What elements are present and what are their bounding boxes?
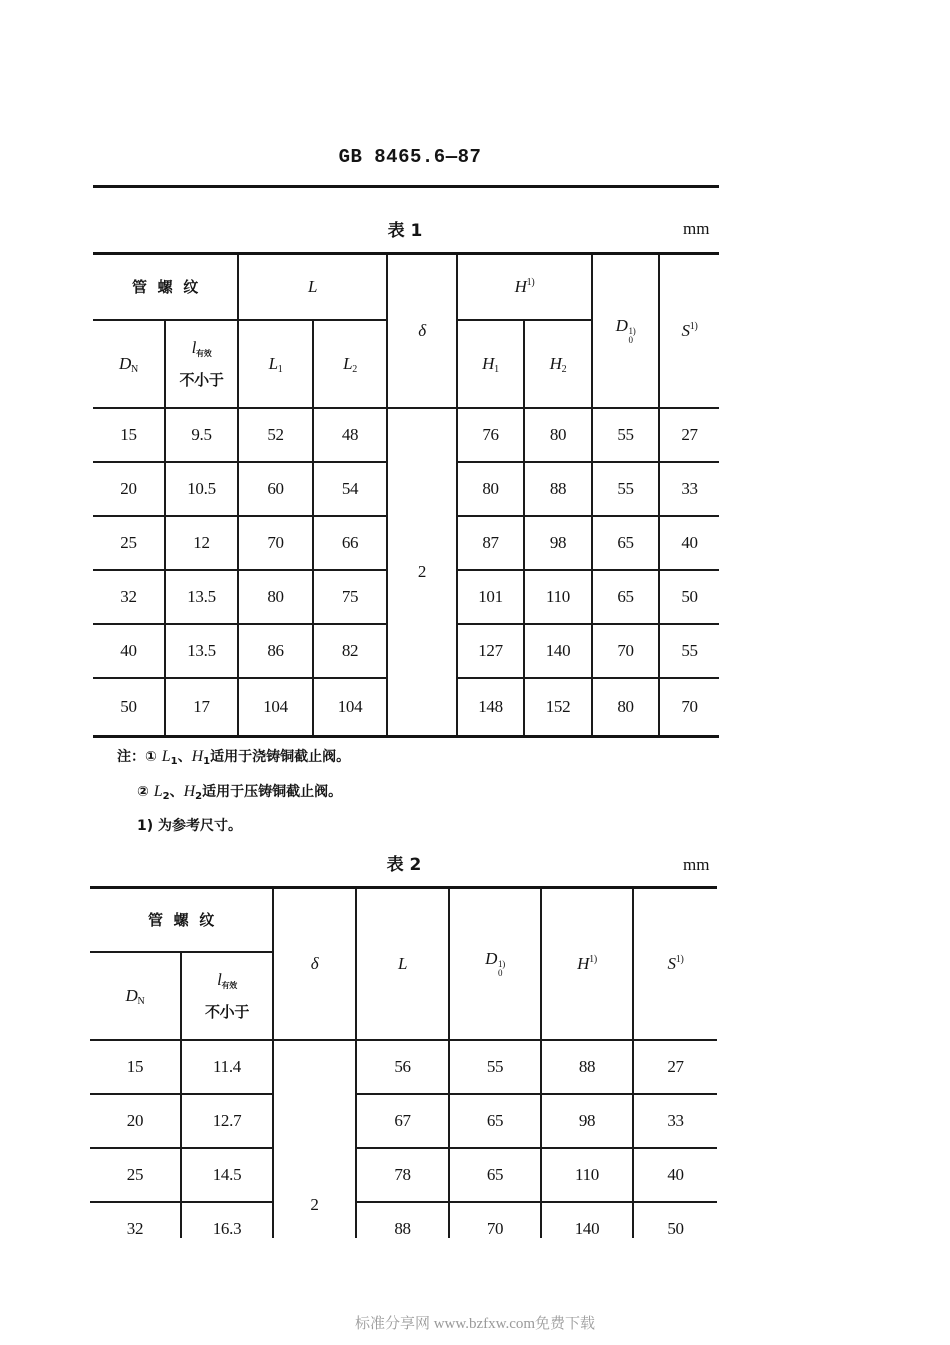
length-symbol: L — [397, 953, 408, 973]
cell-h1: 87 — [457, 516, 524, 570]
s-footnote-mark: 1) — [689, 320, 698, 332]
delta-symbol: δ — [418, 320, 426, 340]
note-2-symbol-b: H — [183, 783, 196, 800]
l-eff-header — [181, 952, 273, 1040]
cell-h: 98 — [541, 1094, 633, 1148]
delta-symbol: δ — [310, 953, 319, 973]
cell-s: 33 — [633, 1094, 717, 1148]
cell-d0: 65 — [449, 1094, 541, 1148]
table-row — [90, 1148, 717, 1202]
table-row — [93, 408, 719, 462]
length-header — [238, 254, 387, 320]
cell-l-eff: 14.5 — [181, 1148, 273, 1202]
delta-header — [273, 888, 356, 1040]
cell-h1: 127 — [457, 624, 524, 678]
note-2-prefix: ② — [137, 784, 149, 800]
height-footnote-mark: 1) — [526, 276, 535, 288]
cell-d0: 65 — [592, 570, 659, 624]
table-2-unit: mm — [683, 855, 710, 874]
length-header — [356, 888, 449, 1040]
dn-subscript: N — [131, 363, 138, 375]
thread-header: 管 螺 纹 — [93, 254, 238, 320]
d0-footnote-mark: 1) — [628, 326, 636, 337]
cell-dn: 15 — [90, 1040, 181, 1094]
cell-h1: 148 — [457, 678, 524, 737]
cell-s: 27 — [633, 1040, 717, 1094]
cell-l1: 86 — [238, 624, 313, 678]
cell-l1: 70 — [238, 516, 313, 570]
table-row — [90, 1094, 717, 1148]
cell-s: 33 — [659, 462, 719, 516]
l-eff-min-label: 不小于 — [179, 370, 224, 389]
cell-l-eff: 12.7 — [181, 1094, 273, 1148]
cell-l2: 104 — [313, 678, 387, 737]
cell-l: 67 — [356, 1094, 449, 1148]
l2-symbol: L — [343, 353, 353, 373]
note-3 — [137, 815, 242, 837]
d0-symbol: D — [615, 316, 628, 336]
cell-l: 56 — [356, 1040, 449, 1094]
h1-symbol: H — [482, 353, 495, 373]
cell-l-eff: 10.5 — [165, 462, 238, 516]
d0-subscript: 0 — [498, 968, 503, 979]
cell-dn: 32 — [93, 570, 165, 624]
dn-symbol: D — [125, 985, 138, 1005]
cell-l-eff: 11.4 — [181, 1040, 273, 1094]
cell-h: 88 — [541, 1040, 633, 1094]
note-2-separator: 、 — [169, 784, 184, 800]
document-code: GB 8465.6—87 — [338, 146, 482, 168]
table-2-grid — [90, 886, 717, 1238]
dn-subscript: N — [137, 995, 145, 1007]
cell-dn: 40 — [93, 624, 165, 678]
cell-dn: 15 — [93, 408, 165, 462]
note-2 — [137, 781, 342, 803]
cell-delta: 2 — [387, 408, 457, 737]
cell-l1: 104 — [238, 678, 313, 737]
table-1-grid — [93, 252, 719, 738]
cell-l-eff: 17 — [165, 678, 238, 737]
cell-h2: 140 — [524, 624, 592, 678]
cell-l1: 80 — [238, 570, 313, 624]
cell-h: 110 — [541, 1148, 633, 1202]
cell-l-eff: 13.5 — [165, 570, 238, 624]
l1-subscript: 1 — [277, 363, 283, 375]
d0-subscript: 0 — [628, 335, 633, 346]
cell-l: 78 — [356, 1148, 449, 1202]
note-3-text: 1) 为参考尺寸。 — [137, 818, 243, 834]
cell-s: 50 — [633, 1202, 717, 1239]
s-header — [659, 254, 719, 408]
d0-header — [449, 888, 541, 1040]
cell-l-eff: 12 — [165, 516, 238, 570]
note-1-symbol-a-sub: 1 — [170, 756, 178, 767]
cell-s: 40 — [633, 1148, 717, 1202]
length-symbol: L — [307, 276, 318, 296]
l2-subscript: 2 — [352, 363, 357, 375]
cell-s: 50 — [659, 570, 719, 624]
note-1-symbol-b-sub: 1 — [203, 756, 211, 767]
cell-h2: 98 — [524, 516, 592, 570]
cell-dn: 32 — [90, 1202, 181, 1239]
cell-h2: 80 — [524, 408, 592, 462]
table-1-header-row-1 — [93, 254, 719, 320]
l-eff-symbol: l — [191, 337, 197, 357]
cell-l1: 52 — [238, 408, 313, 462]
header-rule — [93, 185, 719, 188]
h1-subscript: 1 — [494, 363, 499, 375]
s-footnote-mark: 1) — [675, 953, 684, 965]
cell-dn: 50 — [93, 678, 165, 737]
cell-s: 27 — [659, 408, 719, 462]
height-footnote-mark: 1) — [589, 953, 597, 965]
note-1-prefix: 注：① — [117, 749, 157, 765]
l-eff-symbol: l — [217, 969, 222, 989]
cell-l1: 60 — [238, 462, 313, 516]
cell-h1: 76 — [457, 408, 524, 462]
cell-l2: 66 — [313, 516, 387, 570]
cell-l2: 54 — [313, 462, 387, 516]
l1-symbol: L — [268, 353, 278, 373]
l-eff-header — [165, 320, 238, 408]
delta-header — [387, 254, 457, 408]
h2-subscript: 2 — [561, 363, 567, 375]
cell-d0: 55 — [592, 408, 659, 462]
cell-s: 55 — [659, 624, 719, 678]
footer-watermark: 标准分享网 www.bzfxw.com免费下载 — [354, 1316, 596, 1332]
cell-l-eff: 16.3 — [181, 1202, 273, 1239]
d0-indices — [498, 960, 505, 978]
cell-dn: 25 — [93, 516, 165, 570]
l-eff-min-label: 不小于 — [204, 1002, 250, 1021]
height-header — [541, 888, 633, 1040]
cell-l2: 82 — [313, 624, 387, 678]
dn-header — [90, 952, 181, 1040]
table-1-caption: 表 1 — [387, 221, 423, 241]
cell-d0: 80 — [592, 678, 659, 737]
h1-header — [457, 320, 524, 408]
note-2-text: 适用于压铸铜截止阀。 — [202, 784, 343, 800]
cell-d0: 55 — [592, 462, 659, 516]
note-1-symbol-b: H — [191, 748, 204, 765]
s-header — [633, 888, 717, 1040]
thread-header: 管 螺 纹 — [90, 888, 273, 952]
d0-header — [592, 254, 659, 408]
table-1-unit: mm — [683, 219, 710, 238]
cell-h: 140 — [541, 1202, 633, 1239]
note-2-symbol-a-sub: 2 — [162, 791, 170, 802]
cell-delta: 2 — [273, 1040, 356, 1239]
s-symbol: S — [667, 953, 676, 973]
note-1-separator: 、 — [177, 749, 192, 765]
dn-symbol: D — [119, 353, 132, 373]
cell-h1: 80 — [457, 462, 524, 516]
cell-h1: 101 — [457, 570, 524, 624]
cell-l2: 48 — [313, 408, 387, 462]
cell-h2: 110 — [524, 570, 592, 624]
cell-h2: 152 — [524, 678, 592, 737]
cell-h2: 88 — [524, 462, 592, 516]
cell-l-eff: 9.5 — [165, 408, 238, 462]
note-1 — [117, 746, 350, 768]
cell-d0: 65 — [449, 1148, 541, 1202]
note-1-symbol-a: L — [161, 748, 171, 765]
table-row — [90, 1202, 717, 1239]
cell-l2: 75 — [313, 570, 387, 624]
dn-header — [93, 320, 165, 408]
table-1 — [93, 252, 719, 738]
cell-d0: 70 — [592, 624, 659, 678]
note-2-symbol-b-sub: 2 — [195, 791, 203, 802]
table-2-header-row-1 — [90, 888, 717, 952]
h2-header — [524, 320, 592, 408]
height-symbol: H — [514, 276, 527, 296]
table-2-caption: 表 2 — [386, 855, 422, 875]
cell-d0: 70 — [449, 1202, 541, 1239]
note-2-symbol-a: L — [153, 783, 163, 800]
cell-d0: 55 — [449, 1040, 541, 1094]
cell-dn: 20 — [93, 462, 165, 516]
l-eff-subscript: 有效 — [196, 348, 212, 358]
table-2 — [90, 886, 717, 1238]
height-header — [457, 254, 592, 320]
cell-s: 70 — [659, 678, 719, 737]
cell-l-eff: 13.5 — [165, 624, 238, 678]
d0-symbol: D — [485, 949, 498, 969]
cell-dn: 20 — [90, 1094, 181, 1148]
l-eff-subscript: 有效 — [221, 980, 237, 990]
l2-header — [313, 320, 387, 408]
cell-dn: 25 — [90, 1148, 181, 1202]
s-symbol: S — [681, 320, 690, 340]
table-row — [90, 1040, 717, 1094]
d0-indices — [629, 327, 636, 345]
cell-s: 40 — [659, 516, 719, 570]
cell-l: 88 — [356, 1202, 449, 1239]
d0-footnote-mark: 1) — [498, 959, 505, 970]
note-1-text: 适用于浇铸铜截止阀。 — [210, 749, 351, 765]
cell-d0: 65 — [592, 516, 659, 570]
height-symbol: H — [577, 953, 590, 973]
h2-symbol: H — [549, 353, 562, 373]
l1-header — [238, 320, 313, 408]
